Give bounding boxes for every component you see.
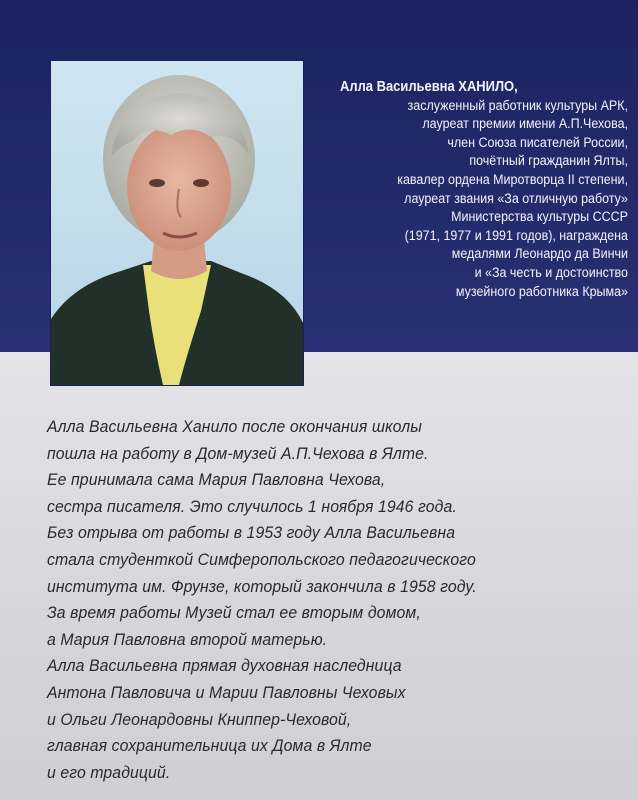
body-line: Антона Павловича и Марии Павловны Чеховых (47, 682, 406, 702)
caption-line: Министерства культуры СССР (451, 209, 628, 226)
biography-text (47, 414, 632, 786)
person-name: Алла Васильевна ХАНИЛО, (340, 79, 518, 95)
caption-line: кавалер ордена Миротворца II степени, (397, 171, 628, 188)
caption-line: медалями Леонардо да Винчи (451, 246, 628, 263)
body-line: института им. Фрунзе, который закончила в 1958 году. (47, 576, 477, 596)
caption-line: лауреат звания «За отличную работу» (404, 190, 628, 207)
caption-line: музейного работника Крыма» (455, 283, 628, 300)
caption-line: почётный гражданин Ялты, (469, 153, 628, 170)
caption-line: лауреат премии имени А.П.Чехова, (422, 116, 628, 133)
caption-line: (1971, 1977 и 1991 годов), награждена (404, 227, 628, 244)
biography-caption (338, 78, 628, 301)
body-line: стала студенткой Симферопольского педагогического (47, 549, 476, 569)
body-line: Алла Васильевна Ханило после окончания школы (47, 417, 422, 436)
caption-line: и «За честь и достоинство (474, 264, 628, 281)
body-line: главная сохранительница их Дома в Ялте (47, 736, 372, 756)
body-line: а Мария Павловна второй матерью. (47, 629, 328, 649)
body-line: сестра писателя. Это случилось 1 ноября 1946 года. (47, 496, 457, 516)
caption-line: заслуженный работник культуры АРК, (407, 97, 628, 114)
portrait-photo (51, 61, 303, 385)
caption-line: член Союза писателей России, (447, 134, 628, 151)
body-line: Ее принимала сама Мария Павловна Чехова, (47, 470, 386, 490)
body-line: и его традиций. (47, 762, 171, 782)
body-line: За время работы Музей стал ее вторым домом, (47, 603, 421, 623)
body-line: пошла на работу в Дом-музей А.П.Чехова в Ялте. (47, 443, 429, 463)
body-line: и Ольги Леонардовны Книппер-Чеховой, (47, 709, 352, 729)
body-line: Без отрыва от работы в 1953 году Алла Васильевна (47, 523, 456, 543)
body-line: Алла Васильевна прямая духовная наследница (47, 656, 402, 676)
